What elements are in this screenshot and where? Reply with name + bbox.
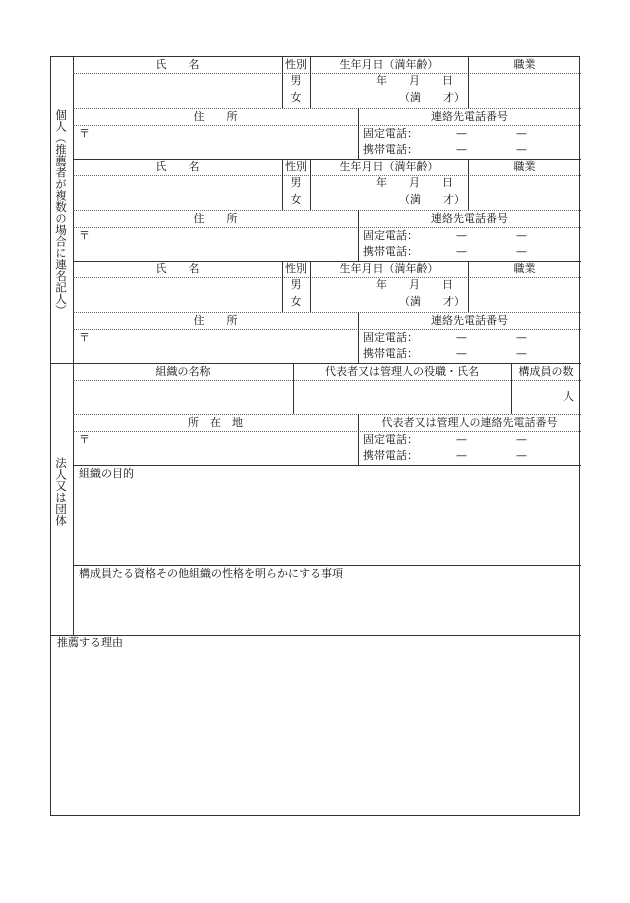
postal-mark: 〒	[79, 127, 90, 140]
org-name-field[interactable]	[74, 381, 292, 413]
contact-header: 連絡先電話番号	[431, 212, 508, 225]
org-name-header: 組織の名称	[155, 365, 211, 378]
mobile-dash-1: —	[456, 245, 467, 258]
mobile-dash-2: —	[516, 347, 527, 360]
individual-block-3	[51, 261, 581, 363]
individual-block-1	[51, 57, 581, 159]
gender-option-male[interactable]: 男	[290, 74, 302, 87]
age-field[interactable]: （満 才）	[399, 193, 465, 206]
location-header: 所 在 地	[188, 416, 243, 429]
landline-dash-2: —	[516, 229, 527, 242]
occupation-header: 職業	[513, 160, 536, 173]
landline-dash-2: —	[516, 127, 527, 140]
gender-option-female[interactable]: 女	[290, 295, 302, 308]
gender-option-male[interactable]: 男	[290, 278, 302, 291]
birth-header: 生年月日（満年齢）	[339, 58, 439, 71]
mobile-dash-2: —	[516, 143, 527, 156]
rep-contact-header: 代表者又は管理人の連絡先電話番号	[381, 416, 558, 429]
purpose-field[interactable]	[74, 483, 580, 563]
birth-date-field[interactable]: 年 月 日	[376, 74, 453, 87]
landline-dash-1: —	[456, 229, 467, 242]
mobile-dash-2: —	[516, 449, 527, 462]
address-header: 住 所	[193, 110, 238, 123]
reason-label: 推薦する理由	[57, 636, 123, 649]
landline-dash-2: —	[516, 331, 527, 344]
landline-dash-2: —	[516, 433, 527, 446]
occupation-header: 職業	[513, 58, 536, 71]
mobile-dash-2: —	[516, 245, 527, 258]
birth-date-field[interactable]: 年 月 日	[376, 176, 453, 189]
landline-dash-1: —	[456, 331, 467, 344]
landline-dash-1: —	[456, 127, 467, 140]
gender-option-female[interactable]: 女	[290, 193, 302, 206]
postal-mark: 〒	[79, 331, 90, 344]
recommendation-form	[50, 56, 580, 816]
contact-header: 連絡先電話番号	[431, 314, 508, 327]
birth-date-field[interactable]: 年 月 日	[376, 278, 453, 291]
reason-field[interactable]	[53, 653, 577, 813]
mobile-label: 携帯電話：	[363, 245, 418, 258]
members-count-header: 構成員の数	[518, 365, 574, 378]
age-field[interactable]: （満 才）	[399, 295, 465, 308]
gender-header: 性別	[285, 160, 307, 173]
mobile-label: 携帯電話：	[363, 347, 418, 360]
gender-option-female[interactable]: 女	[290, 91, 302, 104]
birth-header: 生年月日（満年齢）	[339, 262, 439, 275]
gender-option-male[interactable]: 男	[290, 176, 302, 189]
occupation-header: 職業	[513, 262, 536, 275]
location-field[interactable]	[95, 433, 350, 463]
mobile-dash-1: —	[456, 347, 467, 360]
age-field[interactable]: （満 才）	[399, 91, 465, 104]
mobile-label: 携帯電話：	[363, 143, 418, 156]
members-unit: 人	[563, 390, 574, 403]
nature-label: 構成員たる資格その他組織の性格を明らかにする事項	[79, 567, 343, 580]
landline-dash-1: —	[456, 433, 467, 446]
birth-header: 生年月日（満年齢）	[339, 160, 439, 173]
mobile-label: 携帯電話：	[363, 449, 418, 462]
representative-field[interactable]	[294, 381, 510, 413]
name-header: 氏 名	[155, 58, 200, 71]
landline-label: 固定電話：	[363, 229, 418, 242]
address-header: 住 所	[193, 314, 238, 327]
mobile-dash-1: —	[456, 143, 467, 156]
organization-side-label: 法人又は団体	[54, 457, 68, 526]
individual-block-2	[51, 159, 581, 261]
nature-field[interactable]	[74, 583, 580, 633]
mobile-dash-1: —	[456, 449, 467, 462]
individual-side-label: 個人（推薦者が複数の場合に連名記人）	[54, 109, 68, 316]
contact-header: 連絡先電話番号	[431, 110, 508, 123]
landline-label: 固定電話：	[363, 331, 418, 344]
organization-section	[51, 363, 581, 635]
landline-label: 固定電話：	[363, 127, 418, 140]
name-header: 氏 名	[155, 262, 200, 275]
gender-header: 性別	[285, 58, 307, 71]
landline-label: 固定電話：	[363, 433, 418, 446]
purpose-label: 組織の目的	[79, 467, 134, 480]
address-header: 住 所	[193, 212, 238, 225]
gender-header: 性別	[285, 262, 307, 275]
postal-mark: 〒	[79, 229, 90, 242]
representative-header: 代表者又は管理人の役職・氏名	[325, 365, 479, 378]
postal-mark: 〒	[79, 433, 90, 446]
name-header: 氏 名	[155, 160, 200, 173]
